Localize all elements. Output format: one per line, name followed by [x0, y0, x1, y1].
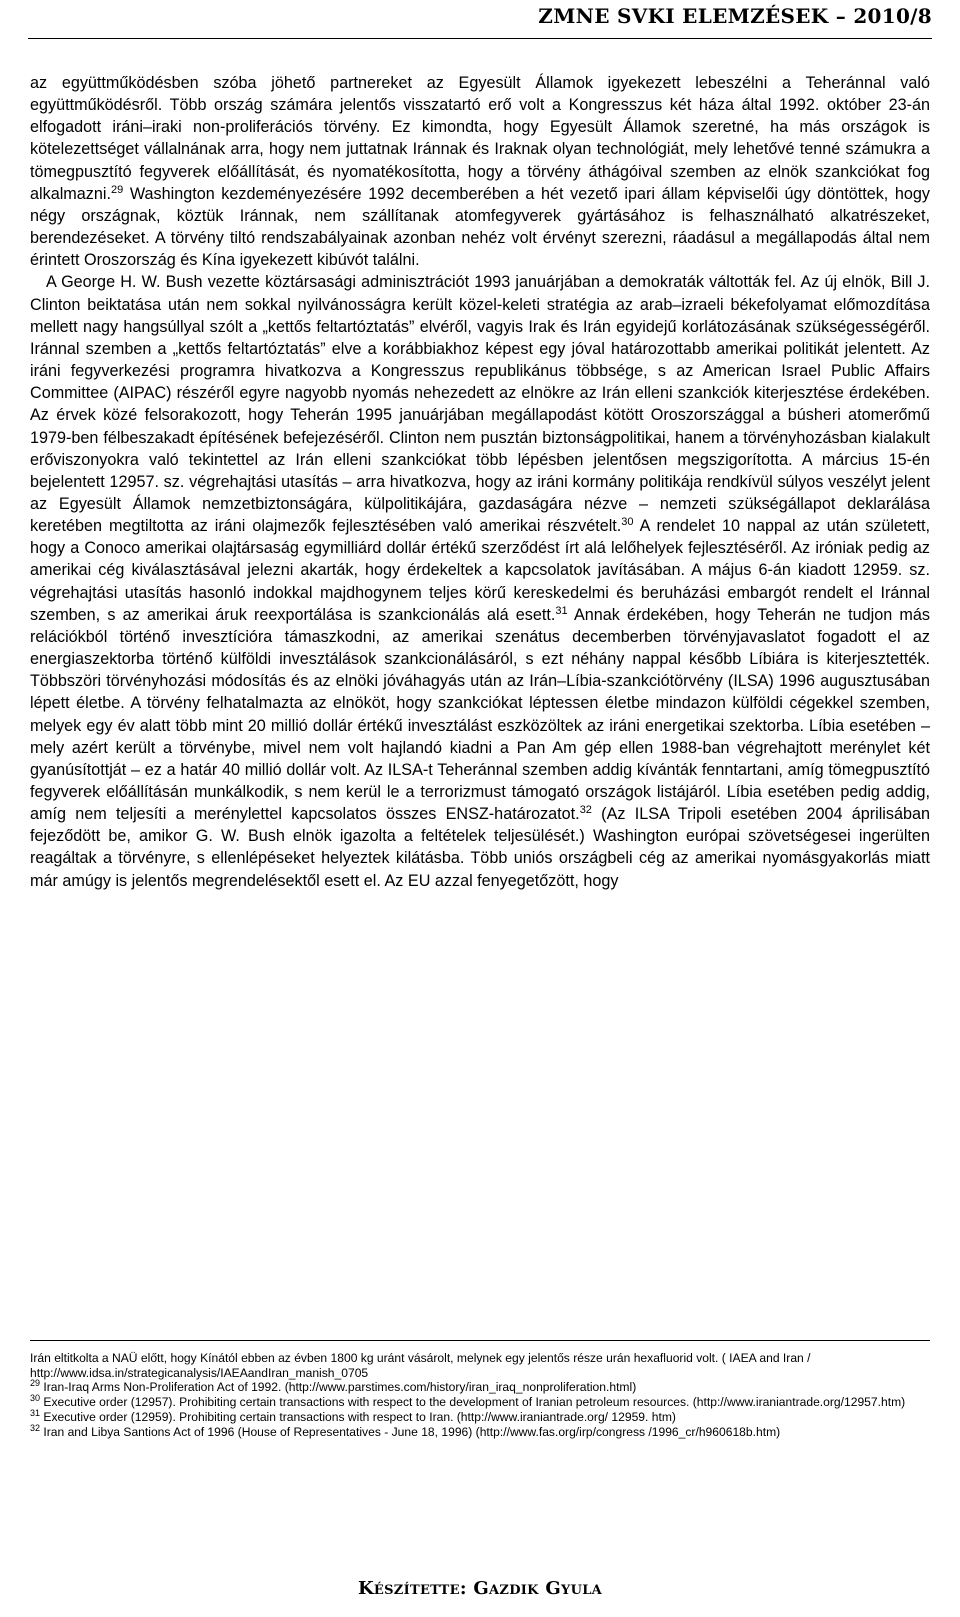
footnote-text: Executive order (12957). Prohibiting certain transactions with respect to the development of Iranian petroleum resources. (http://www.iraniantrade.org/12957.htm) — [40, 1395, 906, 1410]
running-header: ZMNE SVKI ELEMZÉSEK – 2010/8 — [538, 4, 932, 28]
footnote-number: 32 — [30, 1422, 41, 1433]
footnote-ref-30[interactable]: 30 — [621, 516, 634, 529]
paragraph-2-part-b: A rendelet 10 nappal az után született, hogy a Conoco amerikai olajtársaság egymilliárd dollár értékű szerződést írt alá lelőhelyek fejlesztéséről. Az iróniak pedig az amerikai cég kiválasztásával jelezni akarták, hogy érdekeltek a kapcsolatok javításában. A május 6-án kiadott 12959. sz. végrehajtási utasítás hasonló indokkal majdhogynem teljes körű kereskedelmi és beruházási embargót rendelt el Iránnal szemben, s az amerikai áruk reexportálása is szankcionálás alá esett. — [30, 517, 930, 624]
footnote-ref-29[interactable]: 29 — [110, 183, 124, 196]
footnote-ref-31[interactable]: 31 — [555, 604, 568, 617]
paragraph-1-part-b: Washington kezdeményezésére 1992 decemberében a hét vezető ipari állam képviselői úgy döntöttek, hogy négy országnak, köztük Iránnak, nem szállítanak atomfegyverek gyártásához is felhasználható alkatrészeket, berendezéseket. A törvény tiltó rendszabályainak azonban nehéz volt érvényt szerezni, ráadásul a megállapodás által nem érintett Oroszország és Kína igyekezett kibúvót találni. — [30, 184, 930, 270]
footnote-32 — [30, 1422, 930, 1440]
main-text — [30, 72, 930, 892]
paragraph-1-part-a: az együttműködésben szóba jöhető partnereket az Egyesült Államok igyekezett lebeszélni a Teheránnal való együttműködésről. Több ország számára jelentős visszatartó erő volt a Kongresszus két háza által 1992. október 23-án elfogadott iráni–iraki non-proliferációs törvény. Ez kimondta, hogy Egyesült Államok szeretné, ha más országok is kötelezettséget vállalnának arra, hogy nem juttatnak Iránnak és Iraknak olyan technológiát, mely lehetővé tenné számukra a tömegpusztító fegyverek előállítását, és nyomatékosította, hogy a törvény áthágóival szemben az elnök szankciókat fog alkalmazni. — [30, 74, 930, 203]
footnote-divider — [30, 1340, 930, 1341]
paragraph-2-part-a: A George H. W. Bush vezette köztársasági adminisztrációt 1993 januárjában a demokraták váltották fel. Az új elnök, Bill J. Clinton beiktatása után nem sokkal nyilvánosságra került közel-keleti stratégia az arab–izraeli békefolyamat előmozdítása mellett nagy hangsúllyal szólt a „kettős feltartóztatás” elvéről, vagyis Irak és Irán egyidejű korlátozásának szükségességéről. Iránnal szemben a „kettős feltartóztatás” elve a korábbiakhoz képest egy jóval határozottabb amerikai politikát jelentett. Az iráni fegyverkezési programra hivatkozva a Kongresszus republikánus többsége, s az American Israel Public Affairs Committee (AIPAC) részéről egyre nagyobb nyomás nehezedett az elnökre az Irán elleni szankciók kiterjesztése érdekében. Az érvek közé felsorakozott, hogy Teherán 1995 januárjában megállapodást kötött Oroszországgal a búsheri atomerőmű 1979-ben félbeszakadt építésének befejezéséről. Clinton nem pusztán biztonságpolitikai, hanem a törvényhozásban kialakult erőviszonyokra való tekintettel az Irán elleni szankciókat több lépésben jelentősen megszigorította. A március 15-én bejelentett 12957. sz. végrehajtási utasítás – arra hivatkozva, hogy az iráni kormány politikája rendkívül súlyos veszélyt jelent az Egyesült Államok nemzetbiztonságára, külpolitikájára, gazdaságára nézve – nemzeti szükségállapot deklarálása keretében megtiltotta az iráni olajmezők fejlesztésében való amerikai részvételt. — [30, 273, 930, 536]
footnote-number: 29 — [30, 1378, 41, 1389]
footnote-number: 31 — [30, 1407, 41, 1418]
footnote-text: Executive order (12959). Prohibiting certain transactions with respect to Iran. (http://www.iraniantrade.org/ 12959. htm) — [40, 1409, 676, 1424]
paragraph-2-part-d: (Az ILSA Tripoli esetében 2004 áprilisában fejeződött be, amikor G. W. Bush elnök igazolta a feltételek teljesülését.) Washington európai szövetségesei ingerülten reagáltak a törvényre, s ellenlépéseket helyeztek kilátásba. Több uniós országbeli cég az amerikai nyomásgyakorlás miatt már amúgy is jelentős megrendelésektől esett el. Az EU azzal fenyegetőzött, hogy — [30, 805, 930, 890]
footnote-ref-32[interactable]: 32 — [579, 804, 592, 817]
footnote-text: Iran and Libya Santions Act of 1996 (House of Representatives - June 18, 1996) (http://www.fas.org/irp/congress /1996_cr/h960618b.htm) — [40, 1424, 781, 1439]
page-footer: Készítette: Gazdik Gyula — [357, 1578, 603, 1599]
footnote-number: 30 — [30, 1393, 41, 1404]
footnote-31 — [30, 1407, 930, 1425]
footnotes — [30, 1351, 930, 1439]
footnote-29 — [30, 1380, 930, 1395]
header-divider — [28, 38, 932, 39]
footnote-text: Iran-Iraq Arms Non-Proliferation Act of 1992. (http://www.parstimes.com/history/iran_iraq_nonproliferation.html) — [40, 1380, 637, 1395]
paragraph-1 — [30, 72, 930, 271]
paragraph-2 — [30, 271, 930, 891]
footnote-30 — [30, 1395, 930, 1410]
paragraph-2-part-c: Annak érdekében, hogy Teherán ne tudjon más relációkból történő invesztícióra támaszkodni, az amerikai szenátus decemberben törvényjavaslatot fogadott el az energiaszektorba történő külföldi invesztálások szankcionálásáról, s ezt néhány nappal később Líbiára is kiterjesztették. Többszöri törvényhozási módosítás és az elnöki jóváhagyás után az Irán–Líbia-szankciótörvény (ILSA) 1996 augusztusában lépett életbe. A törvény felhatalmazta az elnököt, hogy szankciókat léptessen életbe mindazon külföldi cégekkel szemben, melyek egy év alatt több mint 20 millió dollár értékű invesztálást eszközöltek az iráni energetikai szektorba. Líbia esetében – mely azért került a törvénybe, mivel nem volt hajlandó kiadni a Pan Am gép ellen 1988-ban végrehajtott merénylet két gyanúsítottját – ez a határ 40 millió dollár volt. Az ILSA-t Teheránnal szemben addig kívánták fenntartani, amíg tömegpusztító fegyverek előállításán munkálkodik, s nem kerül le a terrorizmust támogató országok listájáról. Líbia esetében pedig addig, amíg nem teljesíti a merénylettel kapcsolatos összes ENSZ-határozatot. — [30, 605, 931, 824]
footnote-continued: Irán eltitkolta a NAÜ előtt, hogy Kínától ebben az évben 1800 kg uránt vásárolt, melynek egy jelentős része urán hexafluorid volt. ( IAEA and Iran / http://www.idsa.in/strategicanalysis/IAEAandIran_manish_0705 — [30, 1351, 811, 1380]
